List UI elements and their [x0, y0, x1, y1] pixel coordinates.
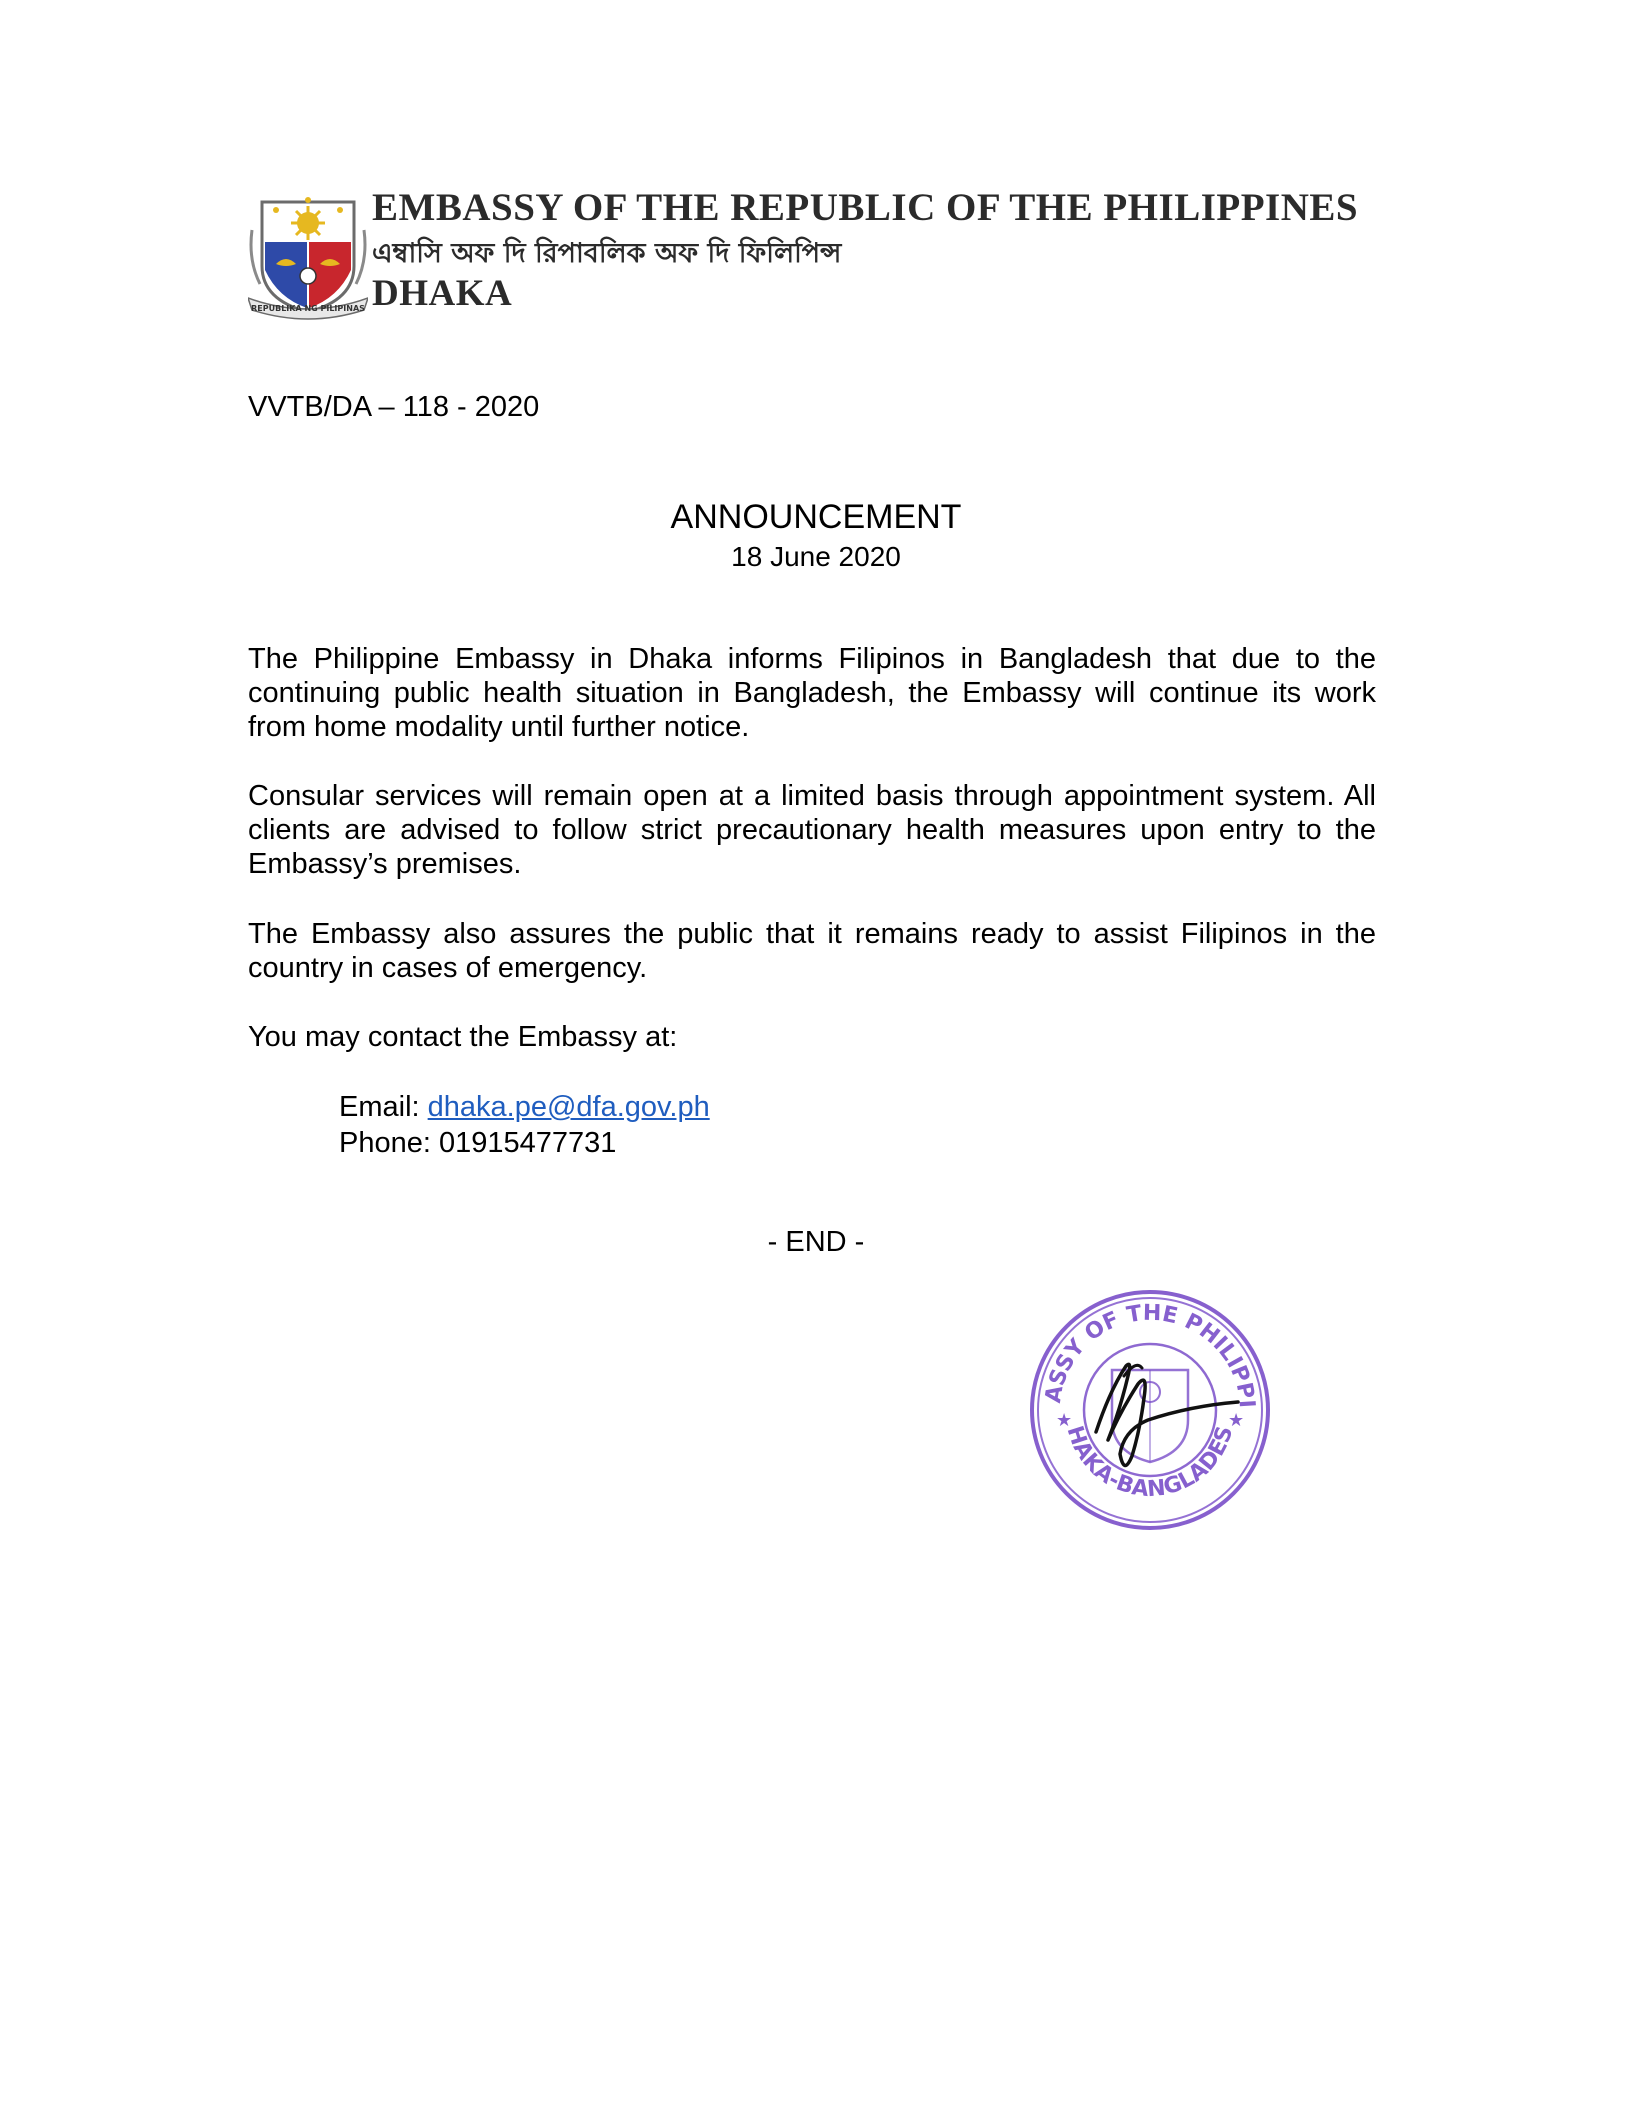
phone-label: Phone: [339, 1127, 431, 1159]
email-line [339, 1089, 710, 1125]
philippine-seal-logo [248, 180, 368, 320]
svg-text:REPUBLIKA NG PILIPINAS: REPUBLIKA NG PILIPINAS [251, 304, 365, 313]
paragraph-work-from-home: The Philippine Embassy in Dhaka informs Filipinos in Bangladesh that due to the continuing public health situation in Bangladesh, the Embassy will continue its work from home modality until further notice. [248, 643, 1376, 743]
phone-line [339, 1125, 710, 1161]
embassy-city: DHAKA [372, 273, 513, 314]
embassy-name-bengali: এম্বাসি অফ দি রিপাবলিক অফ দি ফিলিপিন্স [372, 238, 842, 269]
svg-text:★: ★ [1228, 1410, 1245, 1430]
embassy-stamp [1020, 1280, 1280, 1540]
contact-details [339, 1089, 710, 1161]
letterhead-text [372, 186, 1372, 314]
letterhead [248, 178, 1378, 322]
embassy-name-english: EMBASSY OF THE REPUBLIC OF THE PHILIPPINES [372, 186, 1359, 229]
paragraph-contact-intro: You may contact the Embassy at: [248, 1021, 678, 1053]
paragraph-consular-services: Consular services will remain open at a limited basis through appointment system. All clients are advised to follow strict precautionary health measures upon entry to the Embassy’s premises. [248, 780, 1376, 880]
svg-text:★: ★ [1056, 1410, 1073, 1430]
paragraph-assurance: The Embassy also assures the public that it remains ready to assist Filipinos in the country in cases of emergency. [248, 918, 1376, 984]
email-label: Email: [339, 1091, 420, 1123]
announcement-date: 18 June 2020 [731, 541, 901, 572]
stamp-bottom-text: HAKA-BANGLADES [1061, 1423, 1239, 1503]
stamp-top-text: ASSY OF THE PHILIPPI [1041, 1300, 1260, 1409]
announcement-title: ANNOUNCEMENT [670, 498, 962, 536]
reference-number: VVTB/DA – 118 - 2020 [248, 391, 540, 423]
phone-number: 01915477731 [438, 1127, 617, 1159]
end-marker: - END - [767, 1226, 865, 1258]
email-link[interactable]: dhaka.pe@dfa.gov.ph [427, 1091, 710, 1123]
